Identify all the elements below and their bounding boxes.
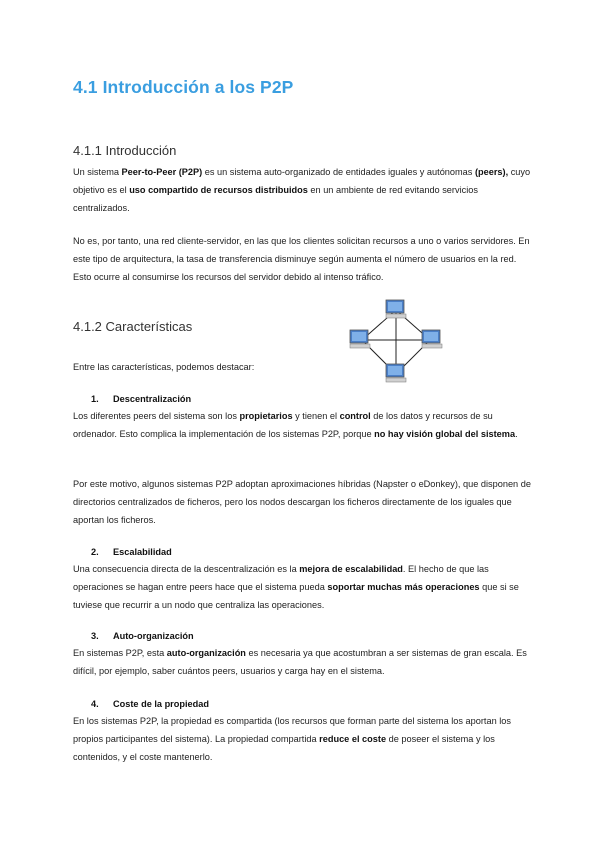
computer-icon-left: [350, 330, 370, 348]
features-intro: Entre las características, podemos destacar:: [73, 362, 255, 372]
feature-1-body: Los diferentes peers del sistema son los propietarios y tienen el control de los datos y recursos de su ordenador. Esto complica la implementación de los sistemas P2P, porque no hay visión global del sistema.: [73, 411, 518, 439]
features-heading: 4.1.2 Características: [73, 319, 193, 334]
feature-1-title: 1. Descentralización: [91, 394, 192, 404]
intro-heading: 4.1.1 Introducción: [73, 143, 177, 158]
feature-4-body: En los sistemas P2P, la propiedad es compartida (los recursos que forman parte del sistema los aportan los propios participantes del sistema). La propiedad compartida reduce el coste de poseer el sistema y los contenidos, y el coste mantenerlo.: [73, 716, 511, 762]
feature-2-body: Una consecuencia directa de la descentralización es la mejora de escalabilidad. El hecho de que las operaciones se hagan entre peers hace que el sistema pueda soportar muchas más operaciones que si se tuviese que recurrir a un nodo que centraliza las operaciones.: [73, 564, 519, 610]
feature-3-title: 3. Auto-organización: [91, 631, 194, 641]
feature-2-title: 2. Escalabilidad: [91, 547, 172, 557]
feature-1-extra: Por este motivo, algunos sistemas P2P adoptan aproximaciones híbridas (Napster o eDonkey), que disponen de directorios centralizados de ficheros, pero los nodos descargan los ficheros directamente de los iguales que aportan los ficheros.: [73, 479, 531, 525]
intro-paragraph-1: Un sistema Peer-to-Peer (P2P) es un sistema auto-organizado de entidades iguales y autónomas (peers), cuyo objetivo es el uso compartido de recursos distribuidos en un ambiente de red evitando servicios centralizados.: [73, 167, 531, 213]
computer-icon-right: [422, 330, 442, 348]
feature-3-body: En sistemas P2P, esta auto-organización es necesaria ya que acostumbran a ser sistemas de gran escala. Es difícil, por ejemplo, saber cuántos peers, usuarios y carga hay en el sistema.: [73, 648, 527, 676]
feature-4-title: 4. Coste de la propiedad: [91, 699, 209, 709]
computer-icon-top: [386, 300, 406, 318]
section-title: 4.1 Introducción a los P2P: [73, 77, 294, 97]
intro-paragraph-2: No es, por tanto, una red cliente-servidor, en las que los clientes solicitan recursos a uno o varios servidores. En este tipo de arquitectura, la tasa de transferencia disminuye según aumenta el número de usuarios en la red. Esto ocurre al consumirse los recursos del servidor debido al intenso tráfico.: [73, 236, 530, 282]
